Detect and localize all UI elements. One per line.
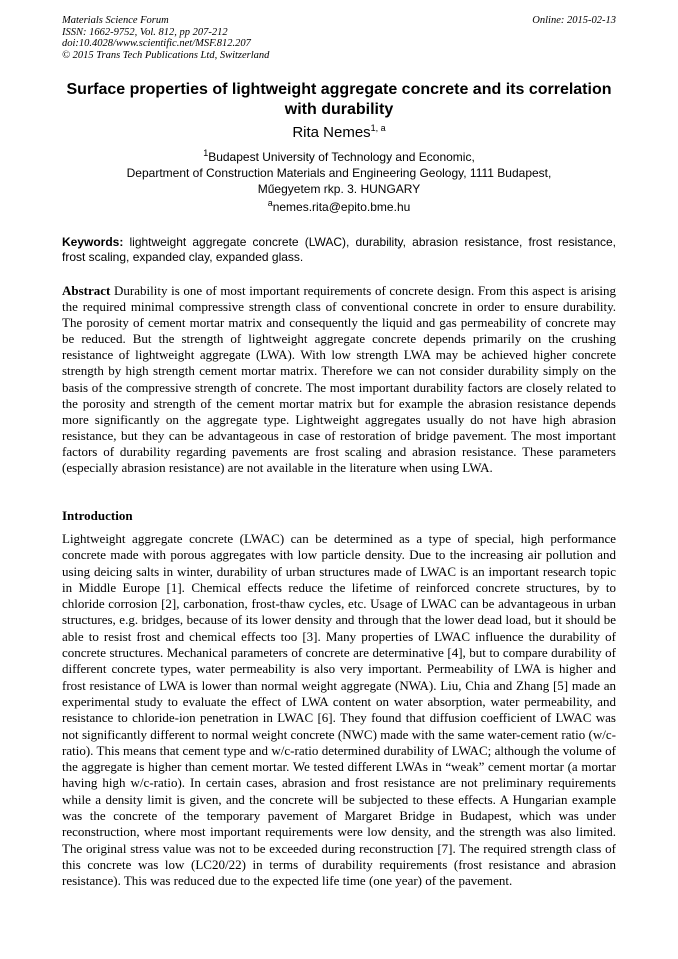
journal-header [62, 15, 616, 61]
online-date: Online: 2015-02-13 [532, 15, 616, 26]
author-superscript: 1, a [370, 123, 386, 133]
affiliation-line-3: Műegyetem rkp. 3. HUNGARY [257, 182, 421, 196]
journal-name: Materials Science Forum [62, 15, 169, 26]
affiliation-sup: 1 [203, 148, 209, 158]
affiliation-line-2: Department of Construction Materials and Engineering Geology, 1111 Budapest, [126, 166, 552, 180]
introduction-text: Lightweight aggregate concrete (LWAC) can be determined as a type of special, high performance concrete made with porous aggregates with low particle density. Due to the increasing air pollution and using deicing salts in winter, durability of urban structures made of LWAC is an important research topic in Middle Europe [1]. Chemical effects reduce the lifetime of reinforced concrete structures, by to chloride corrosion [2], carbonation, frost-thaw cycles, etc. Usage of LWAC can be advantageous in urban structures, e.g. bridges, because of its lower density and through that the lower dead load, but it should be able to resist frost and chemical effects too [3]. Many properties of LWAC influence the durability of concrete structures. Mechanical parameters of concrete are determinative [4], but to compare durability of different concrete types, water permeability is also very important. Permeability of LWA is higher and frost resistance of LWA is lower than normal weight aggregate (NWA). Liu, Chia and Zhang [5] made an experimental study to evaluate the effect of LWA content on water absorption, water permeability, and resistance to chloride-ion penetration in LWAC [6]. They found that diffusion coefficient of LWAC was not significantly different to normal weight concrete (NWC) made with the same water-cement ratio (w/c-ratio). This means that cement type and w/c-ratio determined durability of LWAC; although the volume of the aggregate is higher than cement mortar. We tested different LWAs in “weak” cement mortar (a mortar having high w/c-ratio). In certain cases, abrasion and frost resistance are not preliminary requirements while a density limit is given, and the concrete will be subjected to these effects. A Hungarian example was the concrete of the temporary pavement of Margaret Bridge in Budapest, which was under reconstruction, where most important requirements were low density, and the strength was also limited. The original stress value was not to be exceeded during reconstruction [7]. The required strength class of this concrete was low (LC20/22) in terms of durability requirements (frost resistance and abrasion resistance). This was reduced due to the expected life time (one year) of the pavement. [62, 531, 616, 889]
keywords [62, 235, 616, 265]
abstract-text: Durability is one of most important requirements of concrete design. From this aspect is arising the required minimal compressive strength class of conventional concrete in order to ensure durability. The porosity of cement mortar matrix and consequently the liquid and gas permeability of concrete may be reduced. But the strength of lightweight aggregate concrete depends primarily on the crushing resistance of lightweight aggregate (LWA). With low strength LWA may be achieved higher concrete strength by high strength cement mortar matrix. Therefore we can not consider durability simply on the basis of the compressive strength of concrete. The most important durability factors are closely related to the porosity and strength of the cement mortar matrix but for example the abrasion resistance depends more significantly on the aggregate type. Lightweight aggregates usually do not have high abrasion resistance, but they can be advantageous in case of restoration of bridge pavement. The most important factors of durability regarding pavements are frost scaling and abrasion resistance. These parameters (especially abrasion resistance) are not available in the literature when using LWA. [62, 283, 616, 476]
author-email [62, 199, 616, 215]
affiliation [62, 149, 616, 197]
author-name: Rita Nemes [292, 124, 371, 141]
journal-copyright: © 2015 Trans Tech Publications Ltd, Switzerland [62, 49, 270, 61]
abstract-label: Abstract [62, 283, 111, 298]
introduction-heading: Introduction [62, 508, 133, 523]
keywords-text: lightweight aggregate concrete (LWAC), durability, abrasion resistance, frost resistance, frost scaling, expanded clay, expanded glass. [62, 235, 616, 264]
affiliation-line-1: $^1$Budapest University of Technology and Economic, [203, 148, 475, 164]
journal-doi: doi:10.4028/www.scientific.net/MSF.812.207 [62, 38, 251, 50]
email-sup: a [267, 198, 273, 208]
author-line [62, 124, 616, 142]
abstract [62, 283, 616, 476]
journal-issn: ISSN: 1662-9752, Vol. 812, pp 207-212 [62, 26, 228, 38]
keywords-label: Keywords: [62, 235, 124, 249]
email-address: nemes.rita@epito.bme.hu [272, 200, 411, 214]
paper-title: Surface properties of lightweight aggregate concrete and its correlation with durability [66, 81, 612, 118]
